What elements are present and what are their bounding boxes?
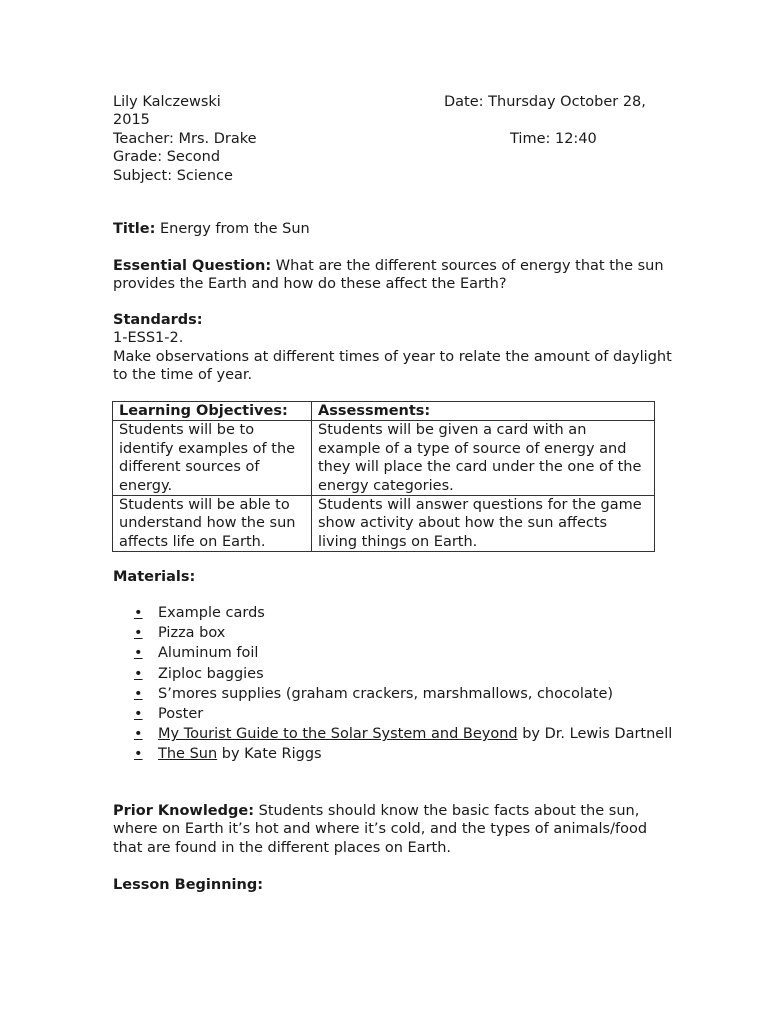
title-line [113, 220, 673, 238]
subject: Subject: Science [113, 167, 233, 184]
book-author: by Kate Riggs [217, 746, 322, 763]
list-item: • Aluminum foil [134, 645, 259, 662]
list-item: • Ziploc baggies [134, 665, 264, 682]
book-author: by Dr. Lewis Dartnell [517, 726, 673, 743]
lesson-time: Time: 12:40 [510, 130, 597, 147]
standards-section [113, 311, 673, 385]
objective-cell: Students will be able to understand how the sun affects life on Earth. [113, 496, 312, 552]
bullet-icon: • [134, 625, 143, 642]
assessments-header: Assessments: [312, 402, 655, 421]
lesson-date: Date: Thursday October 28, [444, 94, 646, 110]
assessment-cell: Students will answer questions for the game show activity about how the sun affects living things on Earth. [312, 496, 655, 552]
list-item: • S’mores supplies (graham crackers, marshmallows, chocolate) [134, 685, 614, 702]
essential-question-text: What are the different sources of energy that the sun provides the Earth and how do these affect the Earth? [113, 258, 664, 293]
list-item: • Pizza box [134, 625, 226, 642]
title-text: Energy from the Sun [160, 221, 310, 237]
bullet-icon: • [134, 685, 143, 702]
author-name: Lily Kalczewski [113, 94, 221, 110]
materials-list [134, 604, 674, 766]
list-item: • Example cards [134, 605, 265, 621]
table-row [113, 421, 655, 496]
assessment-cell: Students will be given a card with an example of a type of source of energy and they will place the card under the one of the energy categories. [312, 421, 655, 496]
book-title: My Tourist Guide to the Solar System and Beyond [158, 726, 518, 743]
teacher-name: Teacher: Mrs. Drake [113, 130, 257, 147]
objectives-table [112, 401, 655, 552]
bullet-icon: • [134, 645, 143, 662]
standards-text: Make observations at different times of year to relate the amount of daylight to the time of year. [113, 348, 672, 384]
table-row [113, 496, 655, 552]
essential-question-label: Essential Question: [113, 258, 272, 274]
objectives-header: Learning Objectives: [113, 402, 312, 421]
grade-level: Grade: Second [113, 149, 221, 166]
header-block [113, 93, 673, 185]
book-title: The Sun [158, 746, 218, 763]
bullet-icon: • [134, 605, 143, 621]
bullet-icon: • [134, 746, 143, 763]
prior-knowledge-text: Students should know the basic facts about the sun, where on Earth it’s hot and where it’s cold, and the types of animals/food that are found in the different places on Earth. [113, 803, 648, 856]
bullet-icon: • [134, 726, 143, 743]
prior-knowledge-label: Prior Knowledge: [113, 803, 255, 819]
bullet-icon: • [134, 706, 143, 723]
essential-question [113, 257, 673, 294]
list-item [134, 725, 674, 743]
table-header-row [113, 402, 655, 421]
bullet-icon: • [134, 665, 143, 682]
prior-knowledge [113, 802, 673, 857]
standards-code: 1-ESS1-2. [113, 330, 184, 347]
materials-label: Materials: [113, 569, 196, 585]
list-item: • Poster [134, 706, 204, 723]
objective-cell: Students will be to identify examples of the different sources of energy. [113, 421, 312, 496]
list-item [134, 745, 674, 763]
lesson-beginning-label: Lesson Beginning: [113, 877, 264, 893]
standards-label: Standards: [113, 312, 203, 328]
lesson-year: 2015 [113, 112, 150, 129]
title-label: Title: [113, 221, 156, 237]
